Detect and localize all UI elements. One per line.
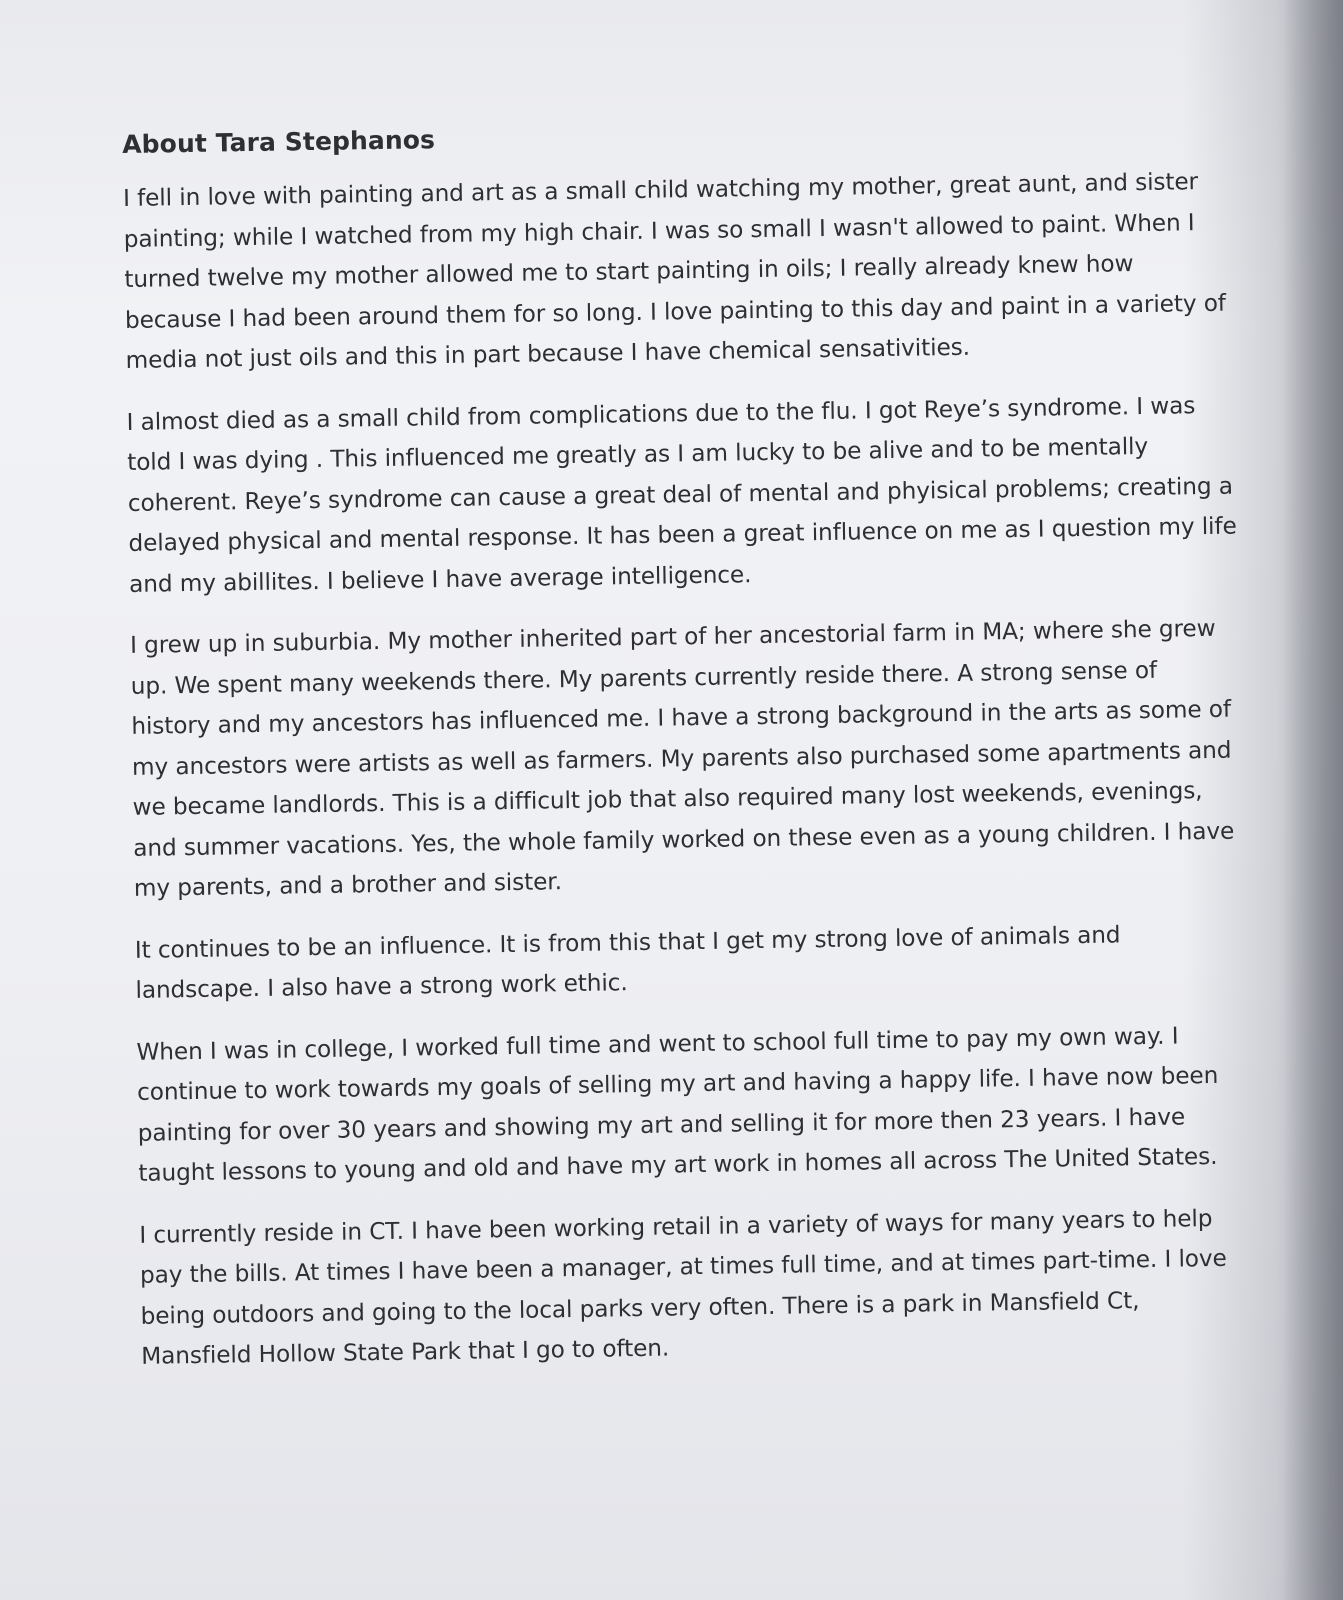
- paragraph-influence: It continues to be an influence. It is from this that I get my strong love of animals and landscape. I also have a strong work ethic.: [134, 920, 1121, 1004]
- paragraph-reyes-syndrome: I almost died as a small child from complications due to the flu. I got Reye’s syndrome. I was told I was dying . This influenced me greatly as I am lucky to be alive and to be mentally coherent. Reye’s syndrome can cause a great deal of mental and phyisical problems; creating a delayed physical and mental response. It has been a great influence on me as I question my life and my abillites. I believe I have average intelligence.: [126, 391, 1237, 598]
- paragraph-current-residence: I currently reside in CT. I have been working retail in a variety of ways for many years to help pay the bills. At times I have been a manager, at times full time, and at times part-time. I love being outdoors and going to the local parks very often. There is a park in Mansfield Ct, Mansfield Hollow State Park that I go to often.: [139, 1204, 1227, 1370]
- paragraph-childhood-painting: I fell in love with painting and art as a small child watching my mother, great aunt, and sister painting; while I watched from my high chair. I was so small I wasn't allowed to paint. When I turned twelve my mother allowed me to start painting in oils; I really already knew how because I had been around them for so long. I love painting to this day and paint in a variety of media not just oils and this in part because I have chemical sensativities.: [122, 168, 1227, 374]
- paragraph-college-career: When I was in college, I worked full time and went to school full time to pay my own way. I continue to work towards my goals of selling my art and having a happy life. I have now been painting for over 30 years and showing my art and selling it for more then 23 years. I have taught lessons to young and old and have my art work in homes all across The United States.: [136, 1022, 1219, 1187]
- page-edge-shadow: [1283, 0, 1343, 1600]
- document-body: [122, 112, 1262, 1398]
- document-title: About Tara Stephanos: [122, 125, 436, 159]
- paragraph-suburbia-farm: I grew up in suburbia. My mother inherited part of her ancestorial farm in MA; where she grew up. We spent many weekends there. My parents currently reside there. A strong sense of history and my ancestors has influenced me. I have a strong background in the arts as some of my ancestors were artists as well as farmers. My parents also purchased some apartments and we became landlords. This is a difficult job that also required many lost weekends, evenings, and summer vacations. Yes, the whole family worked on these even as a young children. I have my parents, and a brother and sister.: [129, 614, 1235, 902]
